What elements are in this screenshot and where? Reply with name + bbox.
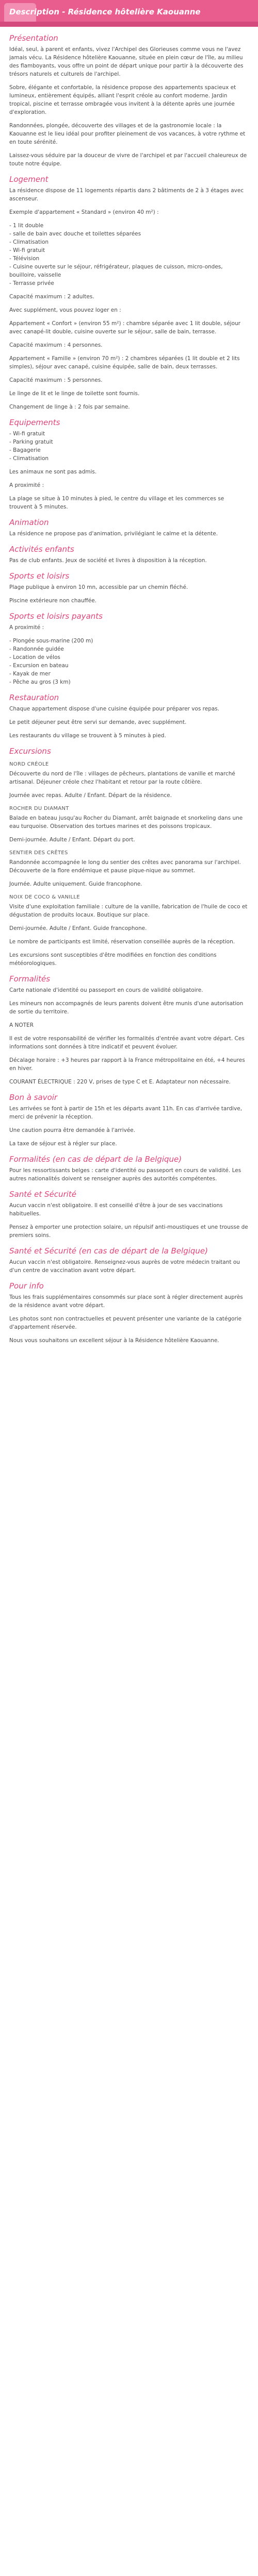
section-paragraph: Pensez à emporter une protection solaire, un répulsif anti-moustiques et une trousse de premiers soins. <box>9 1224 248 1239</box>
section-paragraph: Piscine extérieure non chauffée. <box>9 598 97 604</box>
excursion-description: Visite d'une exploitation familiale : culture de la vanille, fabrication de l'huile de coco et dégustation de produits locaux. Boutique sur place. <box>9 904 248 918</box>
section-heading: Activités enfants <box>9 545 74 554</box>
excursion-meta: Journée. Adulte uniquement. Guide francophone. <box>9 881 142 887</box>
section-paragraph: La taxe de séjour est à régler sur place. <box>9 1141 117 1147</box>
list-item: - Pêche au gros (3 km) <box>9 678 249 686</box>
section-paragraph: La résidence dispose de 11 logements répartis dans 2 bâtiments de 2 à 3 étages avec ascenseur. <box>9 188 244 202</box>
section-paragraph: Idéal, seul, à parent et enfants, vivez l'Archipel des Glorieuses comme vous ne l'avez jamais vécu. La Résidence hôtelière Kaouanne, située en plein cœur de l'île, au milieu des flamboyants, vous offre un point de départ unique pour partir à la découverte des trésors naturels et culturels de l'archipel. <box>9 46 244 77</box>
section-paragraph: Randonnées, plongée, découverte des villages et de la gastronomie locale : la Kaouanne est le lieu idéal pour profiter pleinement de vos vacances, à votre rythme et en toute sérénité. <box>9 123 246 145</box>
section-paragraph: Nous vous souhaitons un excellent séjour à la Résidence hôtelière Kaouanne. <box>9 1337 219 1344</box>
section-paragraph: Les arrivées se font à partir de 15h et les départs avant 11h. En cas d'arrivée tardive, merci de prévenir la réception. <box>9 1106 243 1120</box>
section-paragraph: Capacité maximum : 2 adultes. <box>9 294 94 300</box>
section-paragraph: Carte nationale d'identité ou passeport en cours de validité obligatoire. <box>9 987 203 993</box>
section-paragraph: Tous les frais supplémentaires consommés sur place sont à régler directement auprès de la résidence avant votre départ. <box>9 1294 243 1309</box>
section-heading: Restauration <box>9 693 59 702</box>
section-list <box>9 430 249 463</box>
section-paragraph: Pour les ressortissants belges : carte d'identité ou passeport en cours de validité. Les autres nationalités doivent se renseigner auprès des autorités compétentes. <box>9 1167 241 1182</box>
section-paragraph: Les animaux ne sont pas admis. <box>9 469 97 475</box>
excursion-description: Randonnée accompagnée le long du sentier des crêtes avec panorama sur l'archipel. Découverte de la flore endémique et pause pique-nique au sommet. <box>9 859 241 874</box>
excursion-title: NORD CRÉOLE <box>9 761 49 767</box>
section-list <box>9 637 249 686</box>
section-paragraph: A NOTER <box>9 1022 34 1028</box>
list-item: - Wi-fi gratuit <box>9 246 249 255</box>
section-heading: Animation <box>9 518 49 527</box>
excursion-description: Découverte du nord de l'île : villages de pêcheurs, plantations de vanille et marché artisanal. Déjeuner créole chez l'habitant et retour par la route côtière. <box>9 771 235 785</box>
banner-stripe <box>0 22 258 27</box>
section-paragraph: A proximité : <box>9 624 44 631</box>
section-list <box>9 222 249 287</box>
list-item: - Climatisation <box>9 454 249 463</box>
page-title: Description - Résidence hôtelière Kaouanne <box>9 7 201 16</box>
list-item: - Bagagerie <box>9 446 249 454</box>
section-paragraph: Appartement « Confort » (environ 55 m²) : chambre séparée avec 1 lit double, séjour avec canapé-lit double, cuisine ouverte sur le séjour, salle de bain, terrasse. <box>9 320 240 335</box>
section-heading: Logement <box>9 175 49 184</box>
section-paragraph: Les excursions sont susceptibles d'être modifiées en fonction des conditions météorologiques. <box>9 952 217 967</box>
section-heading: Pour info <box>9 1281 44 1291</box>
section-heading: Santé et Sécurité (en cas de départ de la Belgique) <box>9 1246 208 1256</box>
section-heading: Formalités (en cas de départ de la Belgique) <box>9 1155 182 1164</box>
section-paragraph: Les mineurs non accompagnés de leurs parents doivent être munis d'une autorisation de sortie du territoire. <box>9 1001 244 1015</box>
list-item: - Cuisine ouverte sur le séjour, réfrigérateur, plaques de cuisson, micro-ondes, bouilloire, vaisselle <box>9 263 249 279</box>
section-heading: Formalités <box>9 974 51 984</box>
list-item: - Kayak de mer <box>9 670 249 678</box>
excursion-title: SENTIER DES CRÊTES <box>9 850 68 856</box>
section-paragraph: Capacité maximum : 5 personnes. <box>9 377 103 383</box>
list-item: - Parking gratuit <box>9 438 249 446</box>
list-item: - Excursion en bateau <box>9 662 249 670</box>
section-paragraph: Appartement « Famille » (environ 70 m²) : 2 chambres séparées (1 lit double et 2 lits simples), séjour avec canapé, cuisine équipée, salle de bain, deux terrasses. <box>9 355 240 370</box>
section-paragraph: Sobre, élégante et confortable, la résidence propose des appartements spacieux et lumineux, entièrement équipés, alliant l'esprit créole au confort moderne. Jardin tropical, piscine et terrasse ombragée vous invitent à la détente après une journée d'exploration. <box>9 84 236 115</box>
section-paragraph: Il est de votre responsabilité de vérifier les formalités d'entrée avant votre départ. Ces informations sont données à titre indicatif et peuvent évoluer. <box>9 1036 245 1050</box>
list-item: - Randonnée guidée <box>9 645 249 653</box>
section-paragraph: Avec supplément, vous pouvez loger en : <box>9 307 121 313</box>
section-paragraph: A proximité : <box>9 482 44 488</box>
section-paragraph: Le linge de lit et le linge de toilette sont fournis. <box>9 391 140 397</box>
section-heading: Equipements <box>9 418 60 427</box>
section-paragraph: Capacité maximum : 4 personnes. <box>9 342 103 348</box>
section-paragraph: Décalage horaire : +3 heures par rapport à la France métropolitaine en été, +4 heures en hiver. <box>9 1057 245 1072</box>
section-paragraph: Laissez-vous séduire par la douceur de vivre de l'archipel et par l'accueil chaleureux de toute notre équipe. <box>9 152 247 167</box>
section-paragraph: Plage publique à environ 10 mn, accessible par un chemin fléché. <box>9 584 188 590</box>
section-heading: Sports et loisirs <box>9 571 70 581</box>
section-paragraph: Le petit déjeuner peut être servi sur demande, avec supplément. <box>9 719 187 725</box>
section-heading: Excursions <box>9 747 51 756</box>
section-paragraph: Les restaurants du village se trouvent à 5 minutes à pied. <box>9 733 166 739</box>
section-heading: Sports et loisirs payants <box>9 612 103 621</box>
excursion-meta: Journée avec repas. Adulte / Enfant. Départ de la résidence. <box>9 792 172 799</box>
section-paragraph: La plage se situe à 10 minutes à pied, le centre du village et les commerces se trouvent à 5 minutes. <box>9 496 224 510</box>
section-paragraph: Changement de linge à : 2 fois par semaine. <box>9 404 130 410</box>
section-paragraph: Le nombre de participants est limité, réservation conseillée auprès de la réception. <box>9 939 235 945</box>
list-item: - 1 lit double <box>9 222 249 230</box>
list-item: - Plongée sous-marine (200 m) <box>9 637 249 645</box>
section-paragraph: Les photos sont non contractuelles et peuvent présenter une variante de la catégorie d'appartement réservée. <box>9 1316 242 1330</box>
description-content <box>0 33 258 1345</box>
section-heading: Santé et Sécurité <box>9 1190 76 1199</box>
section-paragraph: Aucun vaccin n'est obligatoire. Il est conseillé d'être à jour de ses vaccinations habituelles. <box>9 1202 223 1217</box>
section-paragraph: Chaque appartement dispose d'une cuisine équipée pour préparer vos repas. <box>9 706 220 712</box>
excursion-title: ROCHER DU DIAMANT <box>9 806 69 811</box>
list-item: - Télévision <box>9 255 249 263</box>
list-item: - Wi-fi gratuit <box>9 430 249 438</box>
section-paragraph: Aucun vaccin n'est obligatoire. Renseignez-vous auprès de votre médecin traitant ou d'un centre de vaccination avant votre départ. <box>9 1259 240 1274</box>
excursion-description: Balade en bateau jusqu'au Rocher du Diamant, arrêt baignade et snorkeling dans une eau turquoise. Observation des tortues marines et des poissons tropicaux. <box>9 815 243 829</box>
section-paragraph: Une caution pourra être demandée à l'arrivée. <box>9 1127 136 1133</box>
excursion-title: NOIX DE COCO & VANILLE <box>9 894 80 900</box>
excursion-meta: Demi-journée. Adulte / Enfant. Départ du port. <box>9 837 135 843</box>
section-heading: Présentation <box>9 33 58 43</box>
section-paragraph: Pas de club enfants. Jeux de société et livres à disposition à la réception. <box>9 557 207 564</box>
list-item: - Terrasse privée <box>9 279 249 287</box>
section-paragraph: Exemple d'appartement « Standard » (environ 40 m²) : <box>9 209 159 215</box>
section-paragraph: COURANT ÉLECTRIQUE : 220 V, prises de type C et E. Adaptateur non nécessaire. <box>9 1079 231 1085</box>
page-banner <box>0 0 258 27</box>
list-item: - Climatisation <box>9 238 249 246</box>
section-heading: Bon à savoir <box>9 1093 58 1102</box>
section-paragraph: La résidence ne propose pas d'animation, privilégiant le calme et la détente. <box>9 531 218 537</box>
list-item: - salle de bain avec douche et toilettes séparées <box>9 230 249 238</box>
list-item: - Location de vélos <box>9 653 249 662</box>
excursion-meta: Demi-journée. Adulte / Enfant. Guide francophone. <box>9 925 147 931</box>
